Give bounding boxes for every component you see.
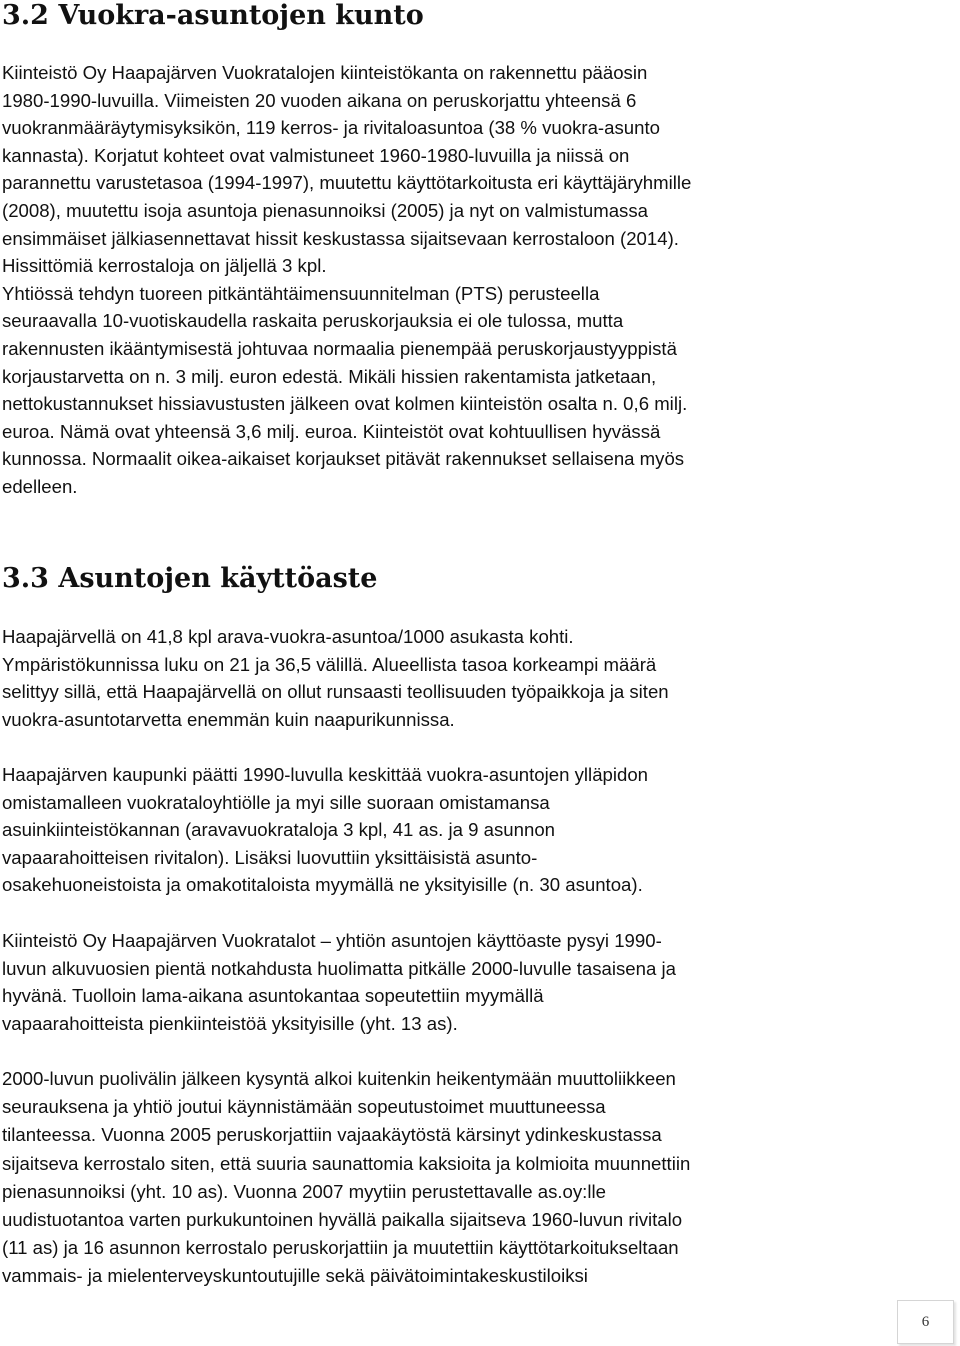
section-3-3-paragraph-4 <box>2 1065 902 1291</box>
section-3-3-paragraph-3 <box>2 927 902 1037</box>
section-3-3-paragraph-2 <box>2 761 902 899</box>
text-line: Hissittömiä kerrostaloja on jäljellä 3 kpl. <box>2 255 327 277</box>
text-line: Kiinteistö Oy Haapajärven Vuokratalojen kiinteistökanta on rakennettu pääosin <box>2 62 648 83</box>
text-line: pienasunnoiksi (yht. 10 as). Vuonna 2007 myytiin perustettavalle as.oy:lle <box>2 1180 606 1202</box>
text-line: kannasta). Korjatut kohteet ovat valmistuneet 1960-1980-luvuilla ja niissä on <box>2 144 630 166</box>
text-line: seurauksena ja yhtiö joutui käynnistämään sopeutustoimet muuttuneessa <box>2 1096 606 1118</box>
text-line: osakehuoneistoista ja omakotitaloista myymällä ne yksityisille (n. 30 asuntoa). <box>2 874 643 896</box>
text-line: sijaitseva kerrostalo siten, että suuria saunattomia kaksioita ja kolmioita muunnettiin <box>2 1152 691 1174</box>
text-line: edelleen. <box>2 475 78 497</box>
text-line: vuokra-asuntotarvetta enemmän kuin naapurikunnissa. <box>2 708 455 730</box>
text-line: 2000-luvun puolivälin jälkeen kysyntä alkoi kuitenkin heikentymään muuttoliikkeen <box>2 1068 676 1089</box>
text-line: uudistuotantoa varten purkukuntoinen hyvällä paikalla sijaitseva 1960-luvun rivitalo <box>2 1209 683 1231</box>
text-line: seuraavalla 10-vuotiskaudella raskaita peruskorjauksia ei ole tulossa, mutta <box>2 310 624 332</box>
text-line: luvun alkuvuosien pientä notkahdusta huolimatta pitkälle 2000-luvulle tasaisena ja <box>2 957 676 979</box>
section-3-3-paragraph-1 <box>2 623 902 733</box>
section-3-2-paragraph <box>2 59 902 501</box>
text-line: Yhtiössä tehdyn tuoreen pitkäntähtäimensuunnitelman (PTS) perusteella <box>2 282 600 304</box>
text-line: (11 as) ja 16 asunnon kerrostalo peruskorjattiin ja muutettiin käyttötarkoitukseltaan <box>2 1237 679 1259</box>
text-line: 1980-1990-luvuilla. Viimeisten 20 vuoden aikana on peruskorjattu yhteensä 6 <box>2 89 637 111</box>
text-line: selittyy sillä, että Haapajärvellä on ollut runsaasti teollisuuden työpaikkoja ja siten <box>2 681 669 703</box>
text-line: vapaarahoitteista pienkiinteistöä yksityisille (yht. 13 as). <box>2 1012 458 1034</box>
text-line: hyvänä. Tuolloin lama-aikana asuntokantaa sopeutettiin myymällä <box>2 985 544 1007</box>
text-line: ensimmäiset jälkiasennettavat hissit keskustassa sijaitsevaan kerrostaloon (2014). <box>2 227 679 249</box>
text-line: vapaarahoitteisen rivitalon). Lisäksi luovuttiin yksittäisistä asunto- <box>2 846 538 868</box>
text-line: parannettu varustetasoa (1994-1997), muutettu käyttötarkoitusta eri käyttäjäryhmille <box>2 172 692 194</box>
page-number-box: 6 <box>897 1300 954 1344</box>
text-line: Haapajärven kaupunki päätti 1990-luvulla keskittää vuokra-asuntojen ylläpidon <box>2 764 649 785</box>
text-line: Ympäristökunnissa luku on 21 ja 36,5 välillä. Alueellista tasoa korkeampi määrä <box>2 653 657 675</box>
text-line: asuinkiinteistökannan (aravavuokrataloja 3 kpl, 41 as. ja 9 asunnon <box>2 819 556 841</box>
text-line: nettokustannukset hissiavustusten jälkeen ovat kolmen kiinteistön osalta n. 0,6 milj. <box>2 393 688 415</box>
text-line: vammais- ja mielenterveyskuntoutujille sekä päivätoimintakeskustiloiksi <box>2 1265 588 1287</box>
text-line: omistamalleen vuokrataloyhtiölle ja myi sille suoraan omistamansa <box>2 791 550 813</box>
text-line: kunnossa. Normaalit oikea-aikaiset korjaukset pitävät rakennukset sellaisena myös <box>2 448 685 470</box>
text-line: vuokranmääräytymisyksikön, 119 kerros- ja rivitaloasuntoa (38 % vuokra-asunto <box>2 117 660 139</box>
text-line: tilanteessa. Vuonna 2005 peruskorjattiin vajaakäytöstä kärsinyt ydinkeskustassa <box>2 1124 662 1146</box>
text-line: Kiinteistö Oy Haapajärven Vuokratalot – yhtiön asuntojen käyttöaste pysyi 1990- <box>2 930 662 951</box>
text-line: Haapajärvellä on 41,8 kpl arava-vuokra-asuntoa/1000 asukasta kohti. <box>2 626 574 647</box>
text-line: rakennusten ikääntymisestä johtuvaa normaalia pienempää peruskorjaustyyppistä <box>2 337 677 359</box>
text-line: (2008), muutettu isoja asuntoja pienasunnoiksi (2005) ja nyt on valmistumassa <box>2 199 648 221</box>
text-line: korjaustarvetta on n. 3 milj. euron edestä. Mikäli hissien rakentamista jatketaan, <box>2 365 657 387</box>
text-line: euroa. Nämä ovat yhteensä 3,6 milj. euroa. Kiinteistöt ovat kohtuullisen hyvässä <box>2 420 661 442</box>
section-heading-3-3: 3.3 Asuntojen käyttöaste <box>2 563 378 594</box>
section-heading-3-2: 3.2 Vuokra-asuntojen kunto <box>2 0 424 31</box>
